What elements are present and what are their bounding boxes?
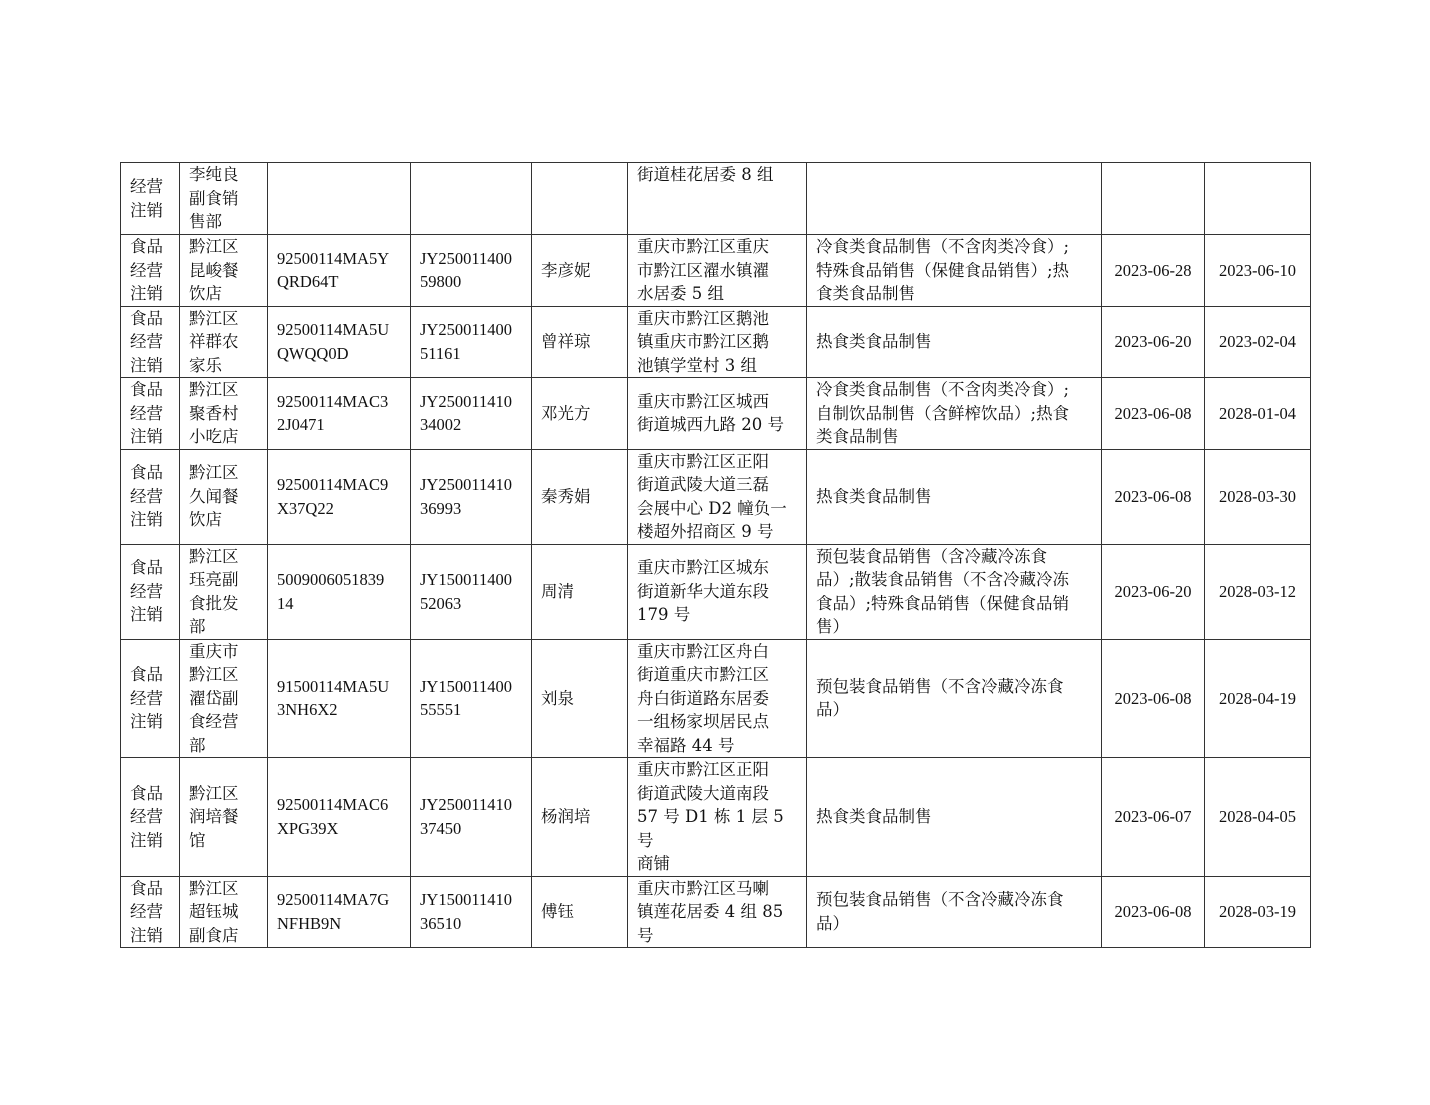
type-cell: 食品 经营 注销 bbox=[121, 449, 180, 544]
license-no-cell: JY150011400 55551 bbox=[411, 639, 532, 758]
credit-code-cell: 92500114MA7G NFHB9N bbox=[268, 876, 411, 948]
scope-cell: 冷食类食品制售（不含肉类冷食）; 特殊食品销售（保健食品销售）;热 食类食品制售 bbox=[807, 235, 1102, 307]
name-cell: 黔江区 昆峻餐 饮店 bbox=[180, 235, 268, 307]
table-row bbox=[121, 544, 1311, 639]
date1-cell: 2023-06-28 bbox=[1102, 235, 1205, 307]
license-no-cell: JY250011410 36993 bbox=[411, 449, 532, 544]
type-cell: 食品 经营 注销 bbox=[121, 306, 180, 378]
credit-code-cell: 92500114MAC9 X37Q22 bbox=[268, 449, 411, 544]
address-cell: 重庆市黔江区舟白 街道重庆市黔江区 舟白街道路东居委 一组杨家坝居民点 幸福路 44 号 bbox=[628, 639, 807, 758]
name-cell: 黔江区 聚香村 小吃店 bbox=[180, 378, 268, 450]
name-cell: 黔江区 润培餐 馆 bbox=[180, 758, 268, 877]
table-row bbox=[121, 235, 1311, 307]
address-cell: 重庆市黔江区马喇 镇莲花居委 4 组 85 号 bbox=[628, 876, 807, 948]
person-cell: 傅钰 bbox=[532, 876, 628, 948]
person-cell: 曾祥琼 bbox=[532, 306, 628, 378]
scope-cell: 预包装食品销售（不含冷藏冷冻食 品） bbox=[807, 876, 1102, 948]
credit-code-cell: 92500114MA5Y QRD64T bbox=[268, 235, 411, 307]
address-cell: 重庆市黔江区城西 街道城西九路 20 号 bbox=[628, 378, 807, 450]
credit-code-cell: 91500114MA5U 3NH6X2 bbox=[268, 639, 411, 758]
date2-cell: 2028-01-04 bbox=[1205, 378, 1311, 450]
registration-table bbox=[120, 162, 1311, 948]
scope-cell: 热食类食品制售 bbox=[807, 758, 1102, 877]
person-cell: 秦秀娟 bbox=[532, 449, 628, 544]
address-cell: 重庆市黔江区重庆 市黔江区濯水镇濯 水居委 5 组 bbox=[628, 235, 807, 307]
person-cell: 刘泉 bbox=[532, 639, 628, 758]
type-cell: 经营 注销 bbox=[121, 163, 180, 235]
table-row bbox=[121, 378, 1311, 450]
date1-cell: 2023-06-08 bbox=[1102, 876, 1205, 948]
license-no-cell: JY150011410 36510 bbox=[411, 876, 532, 948]
scope-cell: 冷食类食品制售（不含肉类冷食）; 自制饮品制售（含鲜榨饮品）;热食 类食品制售 bbox=[807, 378, 1102, 450]
date2-cell: 2028-03-30 bbox=[1205, 449, 1311, 544]
license-no-cell: JY250011410 37450 bbox=[411, 758, 532, 877]
credit-code-cell: 92500114MAC6 XPG39X bbox=[268, 758, 411, 877]
name-cell: 重庆市 黔江区 濯岱副 食经营 部 bbox=[180, 639, 268, 758]
type-cell: 食品 经营 注销 bbox=[121, 235, 180, 307]
person-cell: 李彦妮 bbox=[532, 235, 628, 307]
date2-cell: 2028-04-05 bbox=[1205, 758, 1311, 877]
person-cell bbox=[532, 163, 628, 235]
address-cell: 重庆市黔江区正阳 街道武陵大道三磊 会展中心 D2 幢负一 楼超外招商区 9 号 bbox=[628, 449, 807, 544]
date1-cell: 2023-06-08 bbox=[1102, 639, 1205, 758]
table-row bbox=[121, 449, 1311, 544]
type-cell: 食品 经营 注销 bbox=[121, 544, 180, 639]
table-row bbox=[121, 758, 1311, 877]
person-cell: 杨润培 bbox=[532, 758, 628, 877]
date2-cell: 2028-03-12 bbox=[1205, 544, 1311, 639]
scope-cell: 预包装食品销售（不含冷藏冷冻食 品） bbox=[807, 639, 1102, 758]
credit-code-cell bbox=[268, 163, 411, 235]
date1-cell: 2023-06-20 bbox=[1102, 306, 1205, 378]
scope-cell: 热食类食品制售 bbox=[807, 449, 1102, 544]
date2-cell: 2023-06-10 bbox=[1205, 235, 1311, 307]
type-cell: 食品 经营 注销 bbox=[121, 758, 180, 877]
name-cell: 黔江区 超钰城 副食店 bbox=[180, 876, 268, 948]
type-cell: 食品 经营 注销 bbox=[121, 378, 180, 450]
name-cell: 李纯良 副食销 售部 bbox=[180, 163, 268, 235]
license-no-cell: JY250011400 51161 bbox=[411, 306, 532, 378]
address-cell: 重庆市黔江区正阳 街道武陵大道南段 57 号 D1 栋 1 层 5 号 商铺 bbox=[628, 758, 807, 877]
scope-cell: 预包装食品销售（含冷藏冷冻食 品）;散装食品销售（不含冷藏冷冻 食品）;特殊食品销售（保健食品销 售） bbox=[807, 544, 1102, 639]
date2-cell: 2028-04-19 bbox=[1205, 639, 1311, 758]
table-row bbox=[121, 876, 1311, 948]
date2-cell: 2023-02-04 bbox=[1205, 306, 1311, 378]
table-row bbox=[121, 639, 1311, 758]
table-row bbox=[121, 306, 1311, 378]
name-cell: 黔江区 珏亮副 食批发 部 bbox=[180, 544, 268, 639]
date1-cell: 2023-06-07 bbox=[1102, 758, 1205, 877]
date2-cell bbox=[1205, 163, 1311, 235]
license-no-cell: JY250011400 59800 bbox=[411, 235, 532, 307]
scope-cell: 热食类食品制售 bbox=[807, 306, 1102, 378]
date1-cell: 2023-06-08 bbox=[1102, 449, 1205, 544]
license-no-cell bbox=[411, 163, 532, 235]
license-no-cell: JY150011400 52063 bbox=[411, 544, 532, 639]
table-row bbox=[121, 163, 1311, 235]
credit-code-cell: 92500114MAC3 2J0471 bbox=[268, 378, 411, 450]
address-cell: 街道桂花居委 8 组 bbox=[628, 163, 807, 235]
date1-cell: 2023-06-08 bbox=[1102, 378, 1205, 450]
address-cell: 重庆市黔江区城东 街道新华大道东段 179 号 bbox=[628, 544, 807, 639]
license-no-cell: JY250011410 34002 bbox=[411, 378, 532, 450]
address-cell: 重庆市黔江区鹅池 镇重庆市黔江区鹅 池镇学堂村 3 组 bbox=[628, 306, 807, 378]
date2-cell: 2028-03-19 bbox=[1205, 876, 1311, 948]
date1-cell: 2023-06-20 bbox=[1102, 544, 1205, 639]
type-cell: 食品 经营 注销 bbox=[121, 639, 180, 758]
name-cell: 黔江区 祥群农 家乐 bbox=[180, 306, 268, 378]
scope-cell bbox=[807, 163, 1102, 235]
name-cell: 黔江区 久闻餐 饮店 bbox=[180, 449, 268, 544]
person-cell: 邓光方 bbox=[532, 378, 628, 450]
person-cell: 周清 bbox=[532, 544, 628, 639]
credit-code-cell: 5009006051839 14 bbox=[268, 544, 411, 639]
credit-code-cell: 92500114MA5U QWQQ0D bbox=[268, 306, 411, 378]
type-cell: 食品 经营 注销 bbox=[121, 876, 180, 948]
date1-cell bbox=[1102, 163, 1205, 235]
